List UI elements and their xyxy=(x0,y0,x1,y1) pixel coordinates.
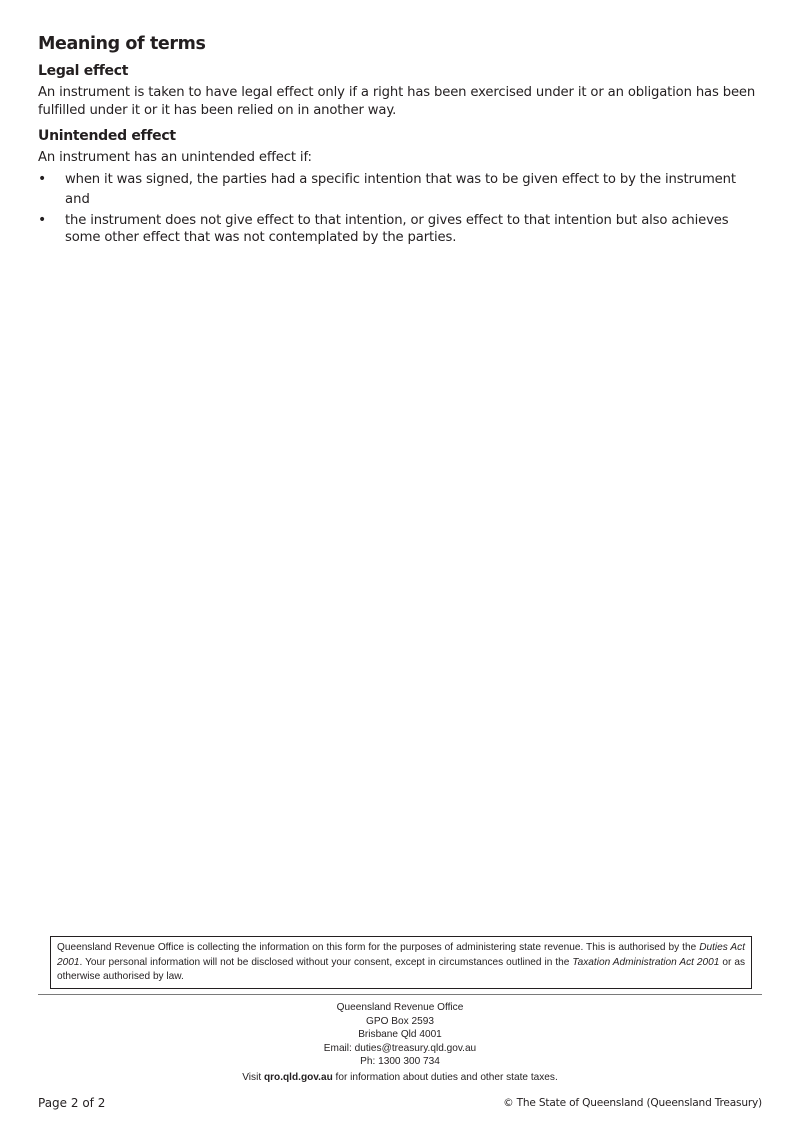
copyright: © The State of Queensland (Queensland Treasury) xyxy=(503,1097,762,1109)
contact-box: GPO Box 2593 xyxy=(366,1015,434,1027)
legal-effect-text: An instrument is taken to have legal effect only if a right has been exercised under it or an obligation has been fulfilled under it or it has been relied on in another way. xyxy=(38,85,756,118)
contact-city: Brisbane Qld 4001 xyxy=(358,1029,442,1041)
privacy-text: Queensland Revenue Office is collecting the information on this form for the purposes of administering state revenue. This is authorised by the xyxy=(57,942,700,953)
section-heading-legal-effect: Legal effect xyxy=(38,63,129,79)
unintended-effect-list-continued xyxy=(38,212,762,247)
list-item xyxy=(38,171,762,189)
bullet-icon: • xyxy=(38,170,47,187)
page-number: Page 2 of 2 xyxy=(38,1096,106,1110)
visit-text: Visit xyxy=(242,1071,264,1083)
visit-text: for information about duties and other state taxes. xyxy=(332,1071,558,1083)
page-title: Meaning of terms xyxy=(38,34,206,54)
bullet-text: the instrument does not give effect to that intention, or gives effect to that intention but also achieves some other effect that was not contemplated by the parties. xyxy=(65,212,729,245)
act-name: Duties Act 2001 xyxy=(57,942,746,968)
section-heading-unintended-effect: Unintended effect xyxy=(38,128,176,144)
bullet-text: when it was signed, the parties had a specific intention that was to be given effect to by the instrument xyxy=(65,171,736,187)
unintended-effect-list xyxy=(38,171,762,189)
contact-org: Queensland Revenue Office xyxy=(336,1002,464,1013)
bullet-icon: • xyxy=(38,211,47,228)
act-name: Taxation Administration Act 2001 xyxy=(572,956,720,968)
list-connector: and xyxy=(65,192,90,207)
contact-email[interactable]: Email: duties@treasury.qld.gov.au xyxy=(323,1042,477,1054)
website-link[interactable]: qro.qld.gov.au xyxy=(263,1071,333,1083)
privacy-text: . Your personal information will not be disclosed without your consent, except in circumstances outlined in the xyxy=(79,956,573,968)
contact-block xyxy=(0,1001,800,1085)
contact-visit xyxy=(0,1071,800,1085)
contact-phone: Ph: 1300 300 734 xyxy=(360,1056,440,1068)
document-body xyxy=(38,34,762,247)
privacy-notice xyxy=(50,936,752,989)
divider xyxy=(38,994,762,995)
privacy-text: or as otherwise authorised by law. xyxy=(57,956,745,982)
unintended-effect-intro: An instrument has an unintended effect if: xyxy=(38,150,312,165)
list-item xyxy=(38,212,762,247)
